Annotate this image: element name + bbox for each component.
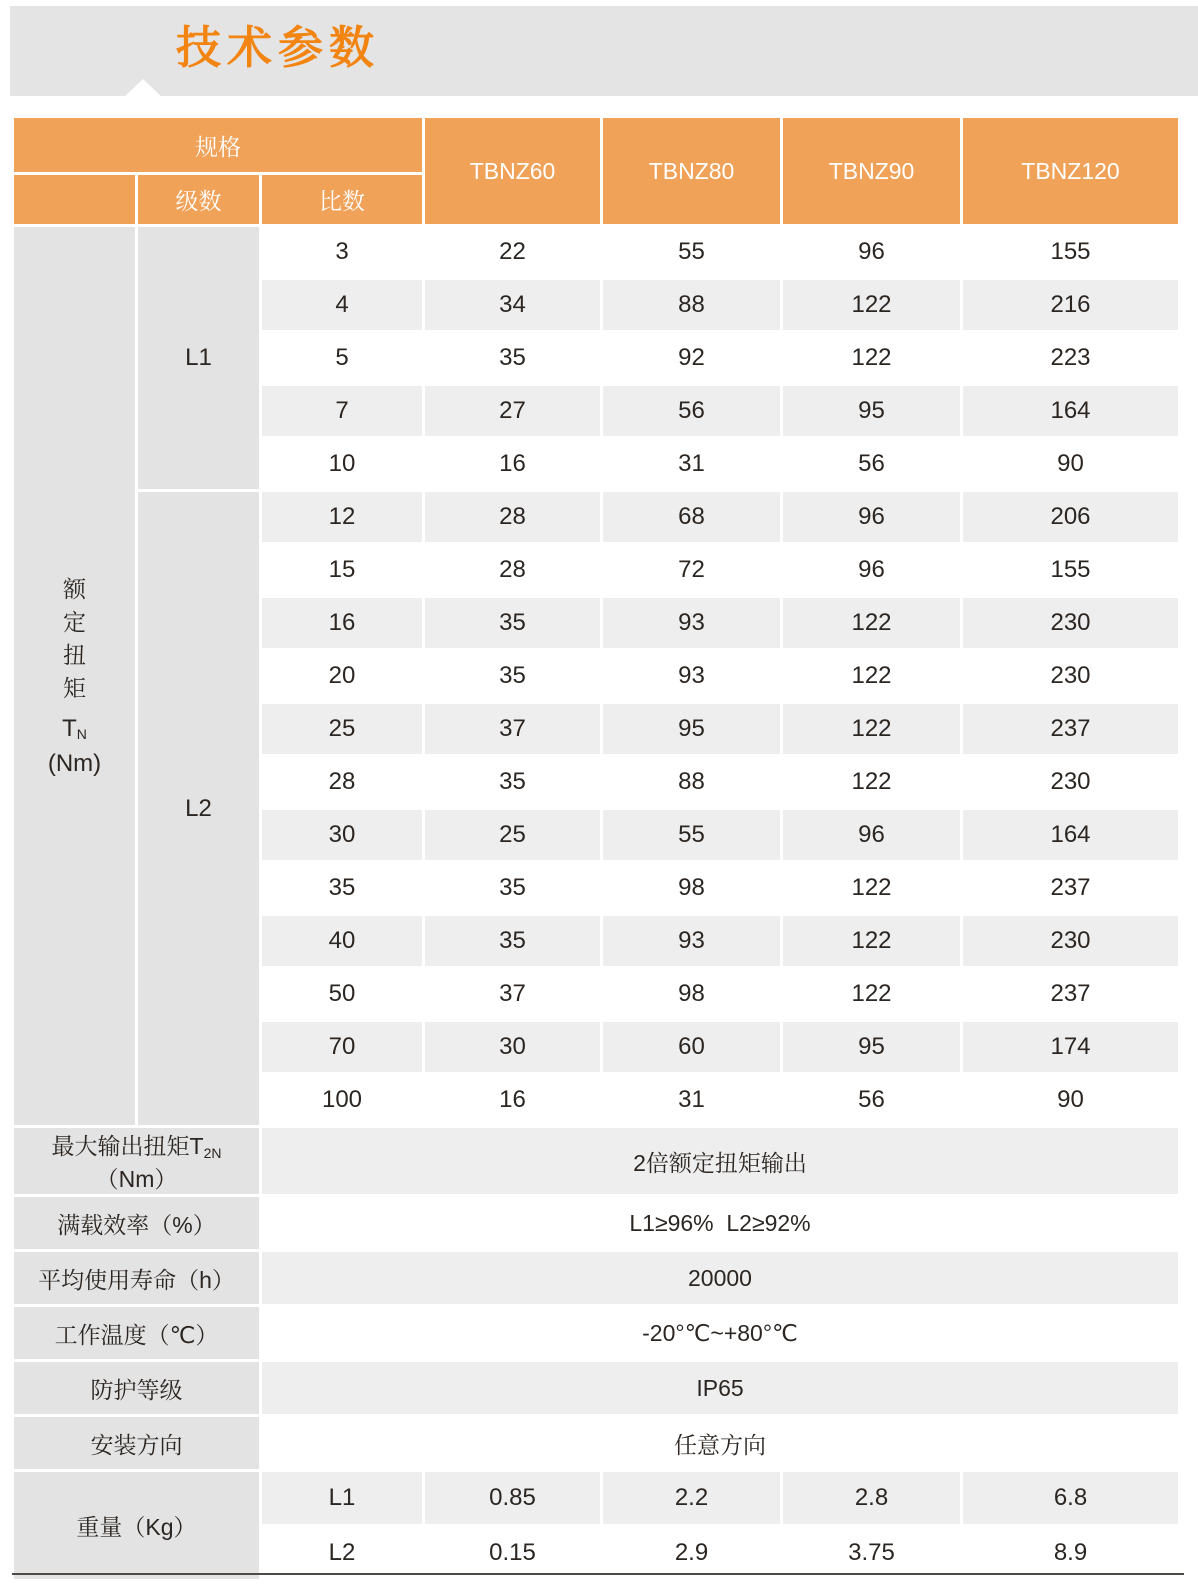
value-cell: 96 [858, 556, 885, 583]
value-cell: 122 [851, 662, 892, 689]
weight-label: 重量（Kg） [14, 1472, 259, 1579]
spec-row [14, 1128, 1178, 1194]
value-cell: 95 [783, 386, 960, 436]
spec-row-label: 平均使用寿命（h） [14, 1252, 259, 1304]
ratio-cell: 20 [328, 662, 356, 689]
stage-cell-l1: L1 [138, 227, 259, 489]
value-cell: 122 [851, 344, 892, 371]
value-cell: 90 [1057, 450, 1084, 477]
value-cell: 37 [425, 704, 600, 754]
spec-row-label: 最大输出扭矩$T_{2N}(Nm)$ [14, 1128, 259, 1194]
value-cell: 98 [678, 980, 705, 1007]
value-cell: 92 [678, 344, 705, 371]
value-cell: 56 [858, 450, 885, 477]
spec-row [14, 1417, 1178, 1469]
value-cell: 16 [499, 1086, 526, 1113]
spec-row-label: 满载效率（%） [14, 1197, 259, 1249]
value-cell: 35 [425, 598, 600, 648]
ratio-cell: 40 [262, 916, 422, 966]
value-cell: 93 [678, 662, 705, 689]
header-model-tbnz80: TBNZ80 [603, 118, 780, 224]
weight-value-cell: 6.8 [963, 1472, 1178, 1524]
ratio-cell: 7 [262, 386, 422, 436]
value-cell: 27 [425, 386, 600, 436]
value-cell: 230 [963, 916, 1178, 966]
value-cell: 30 [425, 1022, 600, 1072]
spec-row-value: 任意方向 [674, 1431, 766, 1458]
value-cell: 122 [783, 916, 960, 966]
spec-row [14, 1362, 1178, 1414]
value-cell: 88 [678, 768, 705, 795]
value-cell: 37 [499, 980, 526, 1007]
value-cell: 237 [963, 704, 1178, 754]
header-stages: 级数 [138, 175, 259, 224]
value-cell: 230 [1050, 768, 1091, 795]
value-cell: 56 [858, 1086, 885, 1113]
value-cell: 95 [603, 704, 780, 754]
ratio-cell: 5 [335, 344, 349, 371]
value-cell: 55 [678, 238, 705, 265]
value-cell: 96 [858, 238, 885, 265]
value-cell: 55 [603, 810, 780, 860]
spec-table [11, 115, 1181, 1582]
spec-row-label: 安装方向 [14, 1417, 259, 1469]
spec-row-value: 2倍额定扭矩输出 [262, 1128, 1178, 1194]
page-title: 技术参数 [176, 22, 381, 73]
header-model-tbnz60: TBNZ60 [425, 118, 600, 224]
spec-row-label: 防护等级 [14, 1362, 259, 1414]
value-cell: 223 [1050, 344, 1091, 371]
ratio-cell: 100 [321, 1086, 363, 1113]
banner-notch-triangle [119, 79, 167, 102]
value-cell: 122 [851, 980, 892, 1007]
spec-row-value: IP65 [262, 1362, 1178, 1414]
torque-body [14, 227, 1178, 1125]
ratio-cell: 35 [328, 874, 356, 901]
weight-value-cell: 0.85 [425, 1472, 600, 1524]
value-cell: 93 [603, 916, 780, 966]
table-bottom-rule [12, 1573, 1184, 1575]
spec-table-header [14, 118, 1178, 224]
ratio-cell: 12 [262, 492, 422, 542]
weight-value-cell: 8.9 [1053, 1539, 1088, 1566]
weight-row [14, 1472, 1178, 1524]
ratio-cell: 70 [262, 1022, 422, 1072]
value-cell: 34 [425, 280, 600, 330]
stage-cell-l2: L2 [138, 492, 259, 1125]
spec-row [14, 1307, 1178, 1359]
value-cell: 90 [1057, 1086, 1084, 1113]
value-cell: 68 [603, 492, 780, 542]
spec-row-value: -20°℃~+80°℃ [642, 1319, 798, 1346]
ratio-cell: 50 [328, 980, 356, 1007]
ratio-cell: 15 [328, 556, 356, 583]
header-spec: 规格 [14, 118, 422, 172]
ratio-cell: 30 [262, 810, 422, 860]
value-cell: 96 [783, 810, 960, 860]
value-cell: 174 [963, 1022, 1178, 1072]
value-cell: 98 [678, 874, 705, 901]
header-model-tbnz120: TBNZ120 [963, 118, 1178, 224]
ratio-cell: 25 [262, 704, 422, 754]
value-cell: 28 [499, 556, 526, 583]
value-cell: 155 [1050, 556, 1091, 583]
value-cell: 35 [425, 916, 600, 966]
ratio-cell: 3 [335, 238, 349, 265]
value-cell: 31 [678, 450, 705, 477]
header-empty-cell [14, 175, 135, 224]
value-cell: 31 [678, 1086, 705, 1113]
weight-value-cell: 2.2 [603, 1472, 780, 1524]
value-cell: 35 [499, 344, 526, 371]
footer-body [14, 1128, 1178, 1579]
value-cell: 56 [603, 386, 780, 436]
value-cell: 35 [499, 874, 526, 901]
value-cell: 122 [783, 598, 960, 648]
ratio-cell: 10 [328, 450, 356, 477]
weight-value-cell: 0.15 [489, 1539, 536, 1566]
value-cell: 35 [499, 662, 526, 689]
torque-row [14, 227, 1178, 277]
ratio-cell: 4 [262, 280, 422, 330]
ratio-cell: 16 [262, 598, 422, 648]
rated-torque-side-label: 额 定 扭 矩 $T_N$ (Nm) [14, 227, 135, 1125]
value-cell: 88 [603, 280, 780, 330]
weight-value-cell: 2.9 [674, 1539, 709, 1566]
value-cell: 96 [783, 492, 960, 542]
value-cell: 122 [783, 280, 960, 330]
value-cell: 164 [963, 386, 1178, 436]
value-cell: 237 [1050, 874, 1091, 901]
value-cell: 16 [499, 450, 526, 477]
value-cell: 22 [499, 238, 526, 265]
header-ratio: 比数 [262, 175, 422, 224]
value-cell: 230 [963, 598, 1178, 648]
value-cell: 122 [783, 704, 960, 754]
value-cell: 206 [963, 492, 1178, 542]
header-model-tbnz90: TBNZ90 [783, 118, 960, 224]
value-cell: 237 [1050, 980, 1091, 1007]
weight-value-cell: 3.75 [848, 1539, 895, 1566]
value-cell: 25 [425, 810, 600, 860]
spec-row-label: 工作温度（℃） [14, 1307, 259, 1359]
value-cell: 72 [678, 556, 705, 583]
spec-row [14, 1197, 1178, 1249]
value-cell: 155 [1050, 238, 1091, 265]
spec-row-value: 20000 [262, 1252, 1178, 1304]
weight-value-cell: 2.8 [783, 1472, 960, 1524]
weight-stage-cell-l2: L2 [328, 1539, 356, 1566]
value-cell: 93 [603, 598, 780, 648]
value-cell: 164 [963, 810, 1178, 860]
value-cell: 122 [851, 874, 892, 901]
ratio-cell: 28 [328, 768, 356, 795]
torque-row [14, 492, 1178, 542]
spec-row [14, 1252, 1178, 1304]
spec-row-value: L1≥96% L2≥92% [629, 1209, 811, 1236]
value-cell: 216 [963, 280, 1178, 330]
value-cell: 95 [783, 1022, 960, 1072]
value-cell: 28 [425, 492, 600, 542]
value-cell: 230 [1050, 662, 1091, 689]
weight-stage-cell-l1: L1 [262, 1472, 422, 1524]
value-cell: 60 [603, 1022, 780, 1072]
value-cell: 122 [851, 768, 892, 795]
value-cell: 35 [499, 768, 526, 795]
